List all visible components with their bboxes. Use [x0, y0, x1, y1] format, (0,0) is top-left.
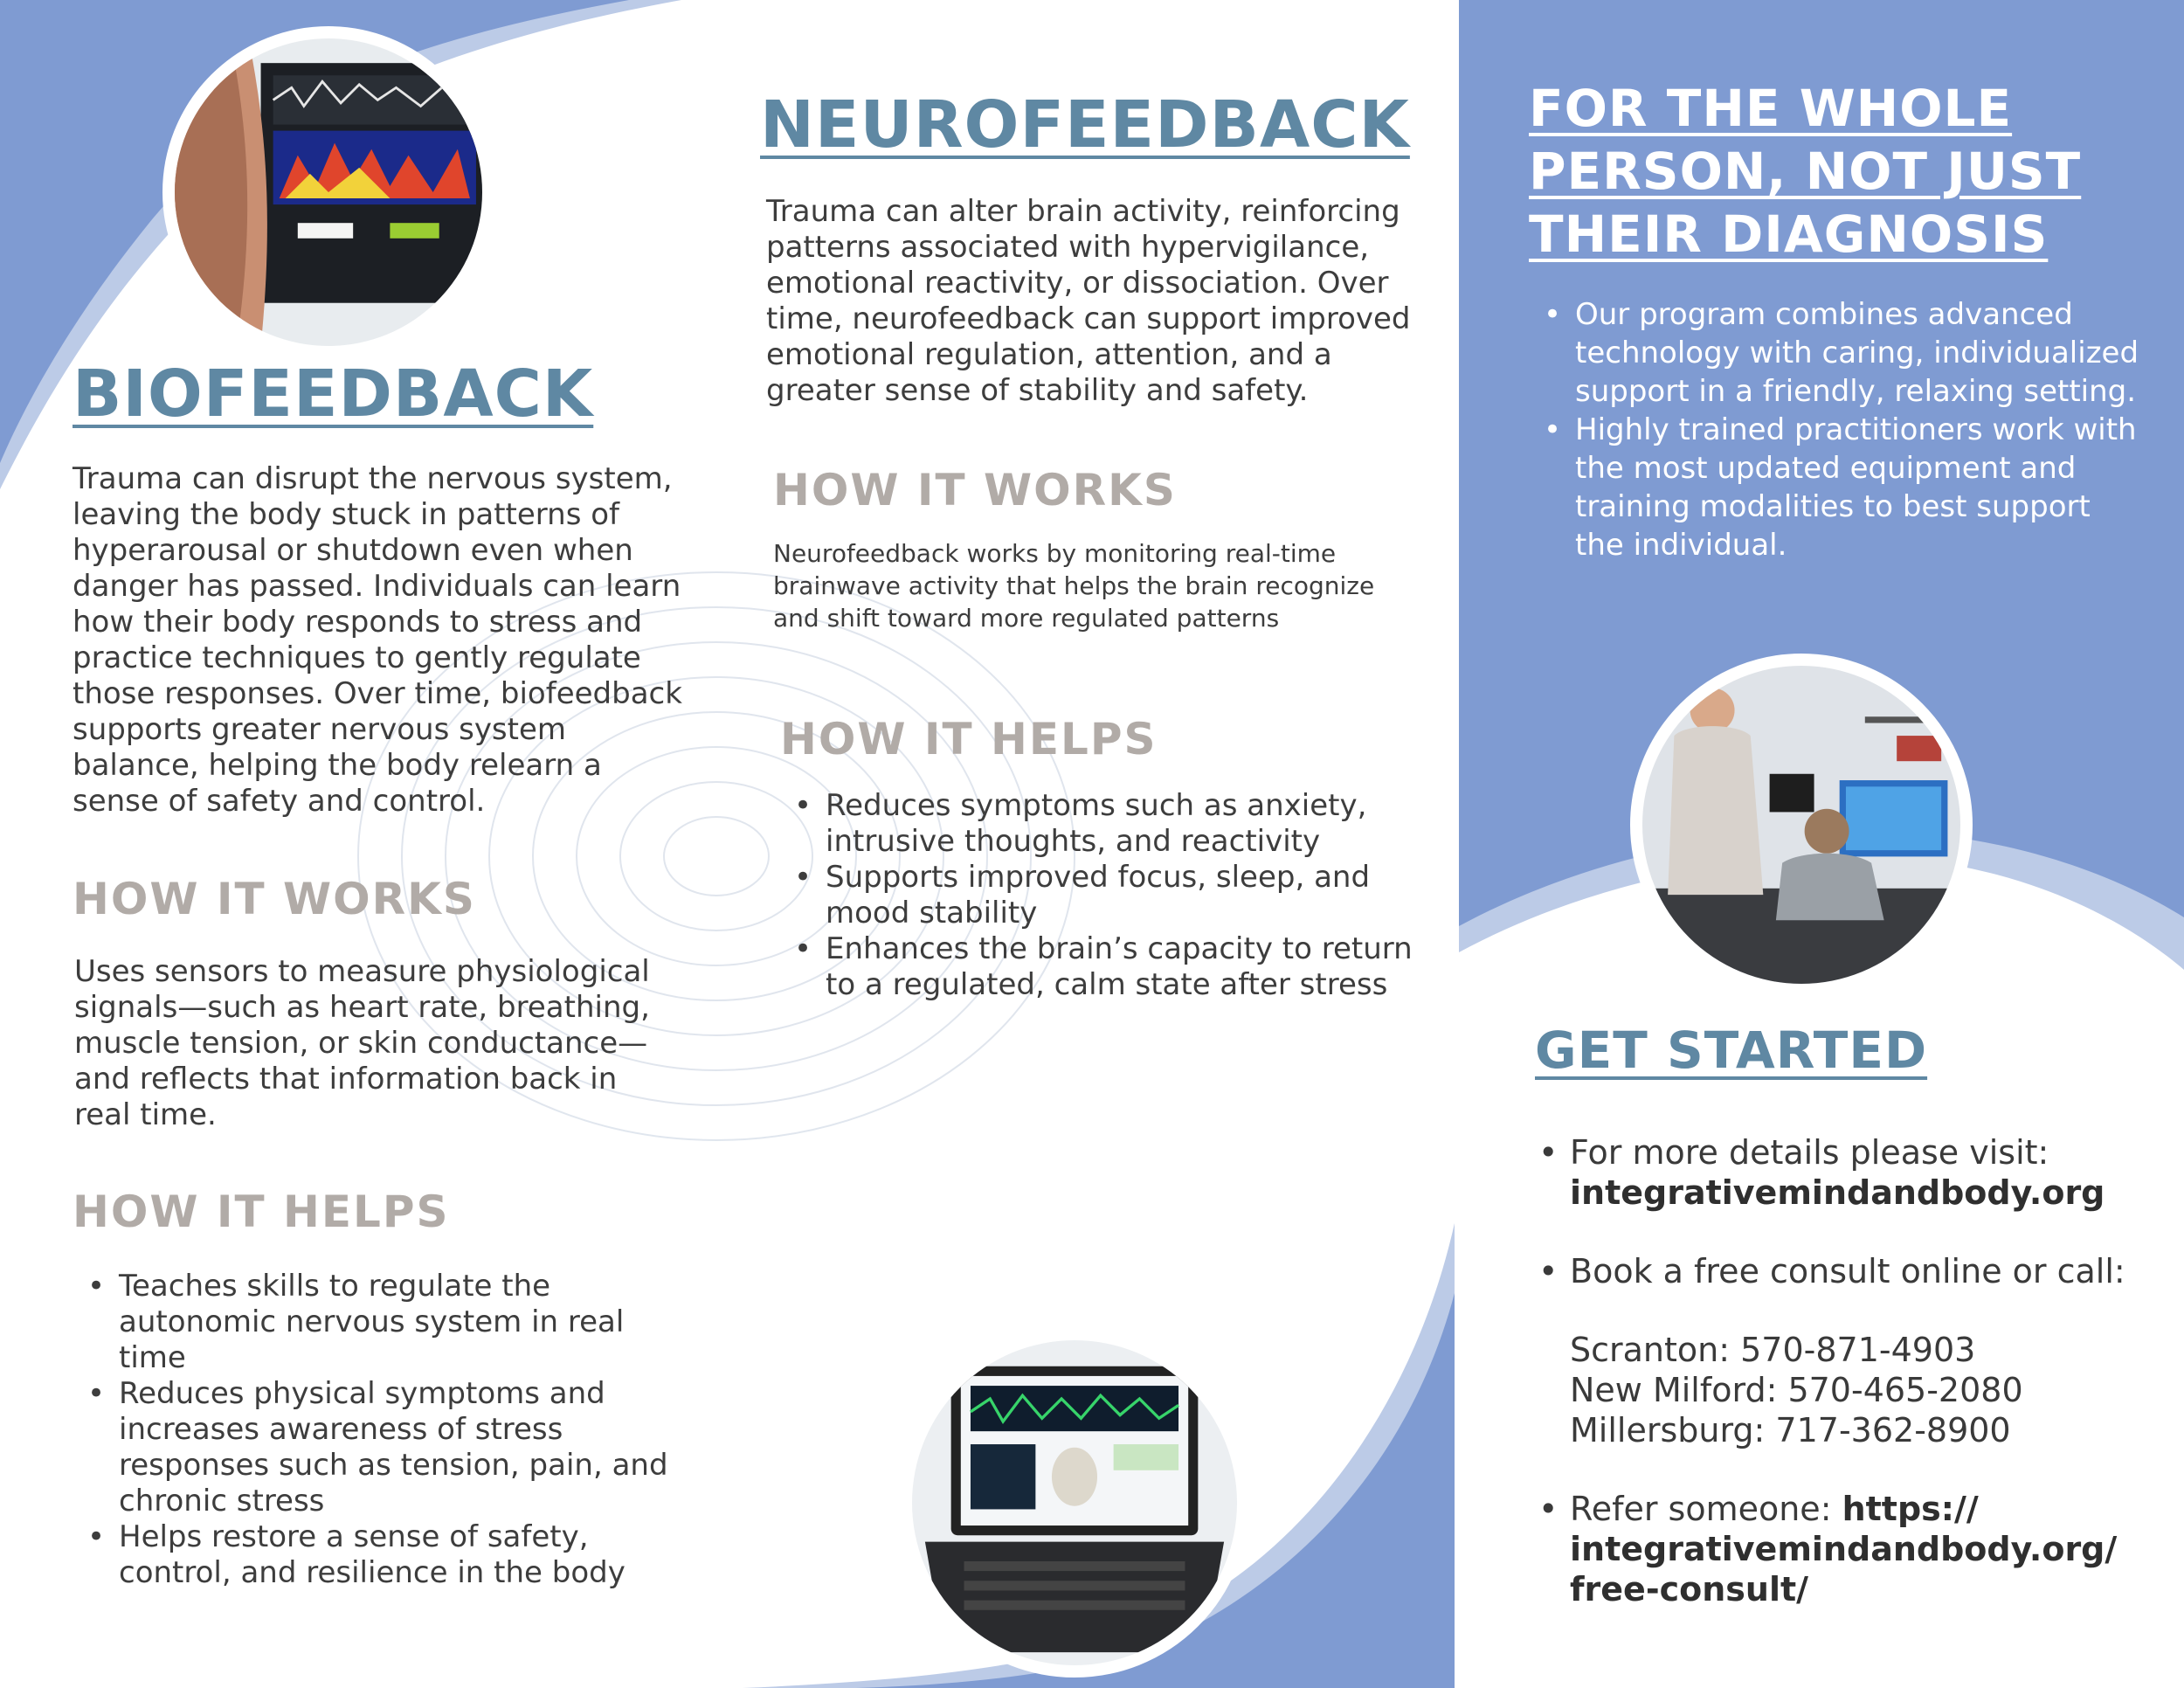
biofeedback-helps-list — [87, 1269, 678, 1591]
bullet-icon: • — [1544, 412, 1562, 447]
bullet-icon: • — [87, 1376, 106, 1411]
whole-person-title-line: FOR THE WHOLE — [1529, 79, 2013, 138]
whole-person-title — [1529, 77, 2140, 266]
neurofeedback-helps-list — [794, 788, 1420, 1003]
list-item-text: Supports improved focus, sleep, and mood stability — [826, 860, 1371, 930]
laptop-photo — [900, 1328, 1249, 1678]
phone-scranton[interactable]: Scranton: 570-871-4903 — [1570, 1331, 1976, 1369]
biofeedback-how-it-helps-title: HOW IT HELPS — [73, 1186, 450, 1237]
bullet-icon: • — [1538, 1490, 1559, 1528]
bullet-icon: • — [87, 1269, 106, 1304]
biofeedback-photo — [162, 26, 494, 358]
phone-millersburg[interactable]: Millersburg: 717-362-8900 — [1570, 1411, 2011, 1449]
session-photo-icon — [1642, 666, 1960, 984]
list-item — [87, 1269, 678, 1376]
neurofeedback-title: NEUROFEEDBACK — [760, 87, 1410, 163]
refer-link-line[interactable]: integrativemindandbody.org/ — [1570, 1530, 2118, 1568]
visit-link[interactable]: integrativemindandbody.org — [1570, 1173, 2105, 1212]
list-item-text: Helps restore a sense of safety, control, and resilience in the body — [119, 1519, 625, 1590]
list-item — [1544, 295, 2143, 411]
session-photo — [1630, 654, 1973, 996]
bullet-icon: • — [1544, 297, 1562, 332]
list-item — [794, 788, 1420, 860]
whole-person-list — [1544, 295, 2143, 564]
list-item-text: Enhances the brain’s capacity to return to a regulated, calm state after stress — [826, 931, 1413, 1002]
neurofeedback-intro: Trauma can alter brain activity, reinforcing patterns associated with hypervigilance, emotional reactivity, or dissociation. Over time, neurofeedback can support improved emotional regulation, attention, and a greater sense of stability and safety. — [766, 194, 1411, 408]
biofeedback-title: BIOFEEDBACK — [73, 356, 594, 432]
bullet-icon: • — [1538, 1252, 1559, 1290]
whole-person-title-line: PERSON, NOT JUST — [1529, 142, 2082, 201]
neurofeedback-how-it-works-text: Neurofeedback works by monitoring real-time brainwave activity that helps the brain recognize and shift toward more regulated patterns — [773, 539, 1375, 633]
bullet-icon: • — [1538, 1133, 1559, 1172]
list-item-text: Highly trained practitioners work with the most updated equipment and training modalities to best support the individual. — [1575, 412, 2137, 563]
bullet-icon: • — [794, 788, 812, 823]
refer-item — [1538, 1489, 2146, 1609]
neurofeedback-how-it-helps-title: HOW IT HELPS — [780, 714, 1158, 764]
visit-label: For more details please visit: — [1570, 1133, 2049, 1172]
whole-person-title-line: THEIR DIAGNOSIS — [1529, 204, 2049, 264]
neurofeedback-how-it-works-title: HOW IT WORKS — [773, 465, 1177, 515]
phone-list — [1570, 1330, 2146, 1450]
list-item-text: Our program combines advanced technology with caring, individualized support in a friendly, relaxing setting. — [1575, 297, 2139, 409]
list-item — [794, 931, 1420, 1003]
list-item — [794, 860, 1420, 931]
laptop-photo-icon — [912, 1340, 1237, 1665]
refer-label: Refer someone: — [1570, 1490, 1842, 1528]
list-item — [87, 1376, 678, 1519]
visit-item — [1538, 1132, 2146, 1213]
list-item — [87, 1519, 678, 1591]
biofeedback-how-it-works-text: Uses sensors to measure physiological signals—such as heart rate, breathing, muscle tension, or skin conductance—and reflects that information back in real time. — [74, 954, 650, 1132]
refer-link-line[interactable]: https:// — [1842, 1490, 1979, 1528]
list-item-text: Reduces symptoms such as anxiety, intrusive thoughts, and reactivity — [826, 788, 1367, 859]
list-item — [1544, 411, 2143, 564]
get-started-title: GET STARTED — [1535, 1020, 1928, 1080]
bullet-icon: • — [794, 931, 812, 966]
refer-link-line[interactable]: free-consult/ — [1570, 1570, 1809, 1608]
biofeedback-intro: Trauma can disrupt the nervous system, leaving the body stuck in patterns of hyperarousal or shutdown even when danger has passed. Individuals can learn how their body responds to stress and practice techniques to gently regulate those responses. Over time, biofeedback supports greater nervous system balance, helping the body relearn a sense of safety and control. — [73, 461, 682, 819]
biofeedback-how-it-works-title: HOW IT WORKS — [73, 874, 476, 924]
bullet-icon: • — [794, 860, 812, 895]
bullet-icon: • — [87, 1519, 106, 1554]
phone-new-milford[interactable]: New Milford: 570-465-2080 — [1570, 1371, 2023, 1409]
book-item — [1538, 1251, 2164, 1291]
book-label: Book a free consult online or call: — [1570, 1252, 2125, 1290]
list-item-text: Teaches skills to regulate the autonomic nervous system in real time — [119, 1269, 625, 1375]
list-item-text: Reduces physical symptoms and increases awareness of stress responses such as tension, pain, and chronic stress — [119, 1376, 668, 1519]
monitor-photo-icon — [175, 38, 482, 346]
